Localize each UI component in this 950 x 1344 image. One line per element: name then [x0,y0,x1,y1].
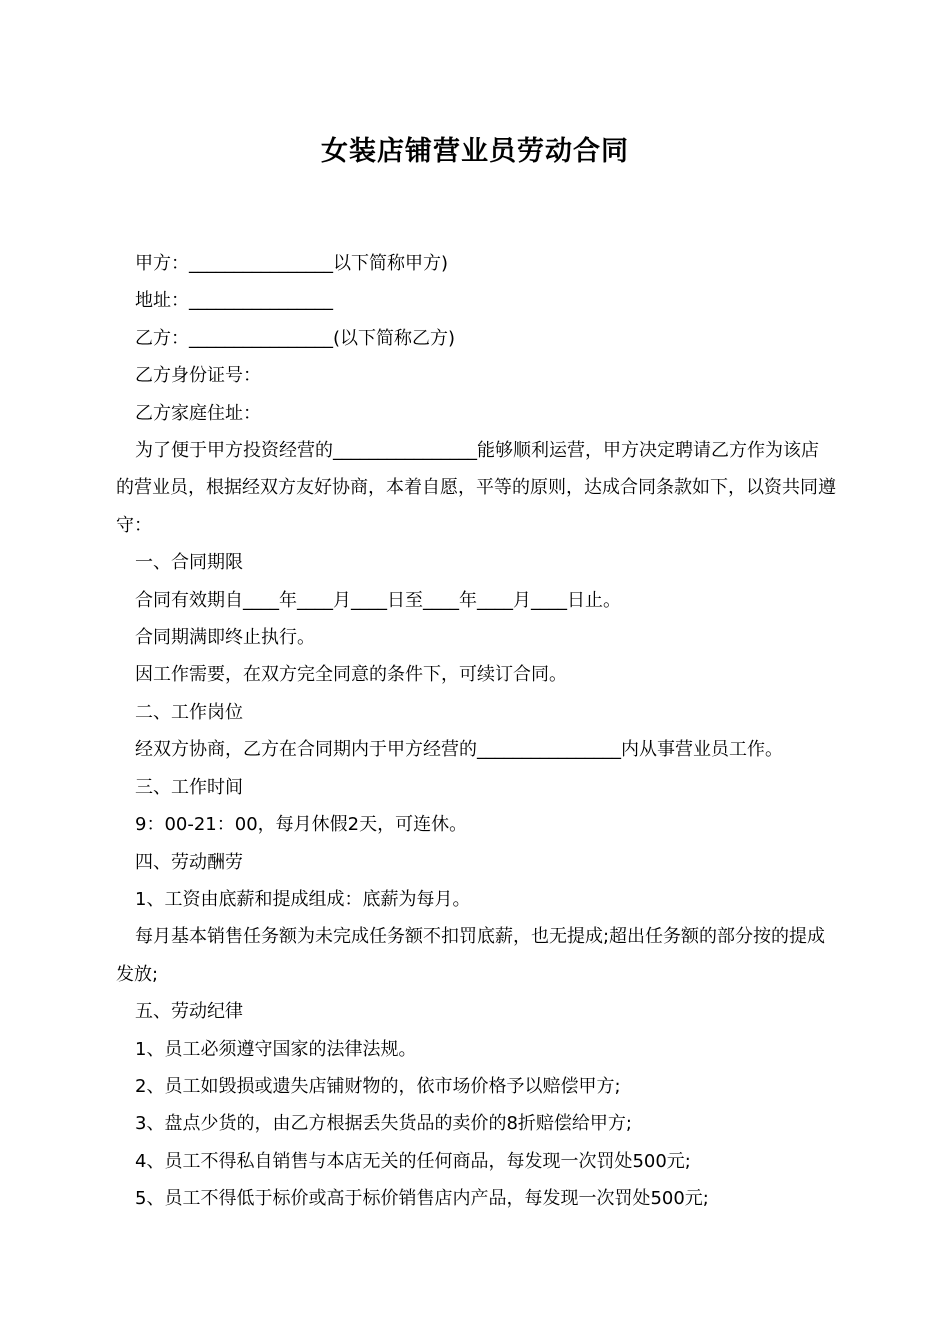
party-a-line: 甲方：________________以下简称甲方) [135,253,449,274]
contract-period-line: 合同有效期自____年____月____日至____年____月____日止。 [135,589,621,611]
discipline-item-2: 2、员工如毁损或遗失店铺财物的，依市场价格予以赔偿甲方; [135,1075,621,1097]
contract-expiry-line: 合同期满即终止执行。 [135,627,315,649]
section-heading-term: 一、合同期限 [135,552,243,574]
pay-target-paragraph: 每月基本销售任务额为未完成任务额不扣罚底薪，也无提成;超出任务额的部分按的提成发放; [116,926,826,985]
discipline-item-3: 3、盘点少货的，由乙方根据丢失货品的卖价的8折赔偿给甲方; [135,1113,632,1135]
hours-line: 9：00-21：00，每月休假2天，可连休。 [135,814,468,836]
address-line: 地址：________________ [135,290,333,312]
section-heading-discipline: 五、劳动纪律 [135,1001,243,1023]
party-b-id-line: 乙方身份证号： [135,365,261,387]
document-body [116,245,836,1218]
discipline-item-1: 1、员工必须遵守国家的法律法规。 [135,1038,417,1060]
preamble-paragraph: 为了便于甲方投资经营的________________能够顺利运营，甲方决定聘请乙方作为该店的营业员，根据经双方友好协商，本着自愿，平等的原则，达成合同条款如下，以资共同遵守： [116,440,836,536]
discipline-item-5: 5、员工不得低于标价或高于标价销售店内产品，每发现一次罚处500元; [135,1188,709,1210]
contract-renewal-line: 因工作需要，在双方完全同意的条件下，可续订合同。 [135,664,567,686]
section-heading-hours: 三、工作时间 [135,776,243,798]
section-heading-pay: 四、劳动酬劳 [135,851,243,873]
party-b-line: 乙方：________________(以下简称乙方) [135,327,456,349]
document-title: 女装店铺营业员劳动合同 [321,136,629,167]
position-line: 经双方协商，乙方在合同期内于甲方经营的________________内从事营业员工作。 [135,739,783,761]
party-b-home-line: 乙方家庭住址： [135,402,261,424]
pay-item-1: 1、工资由底薪和提成组成：底薪为每月。 [135,888,471,910]
discipline-item-4: 4、员工不得私自销售与本店无关的任何商品，每发现一次罚处500元; [135,1150,691,1172]
section-heading-position: 二、工作岗位 [135,701,243,723]
